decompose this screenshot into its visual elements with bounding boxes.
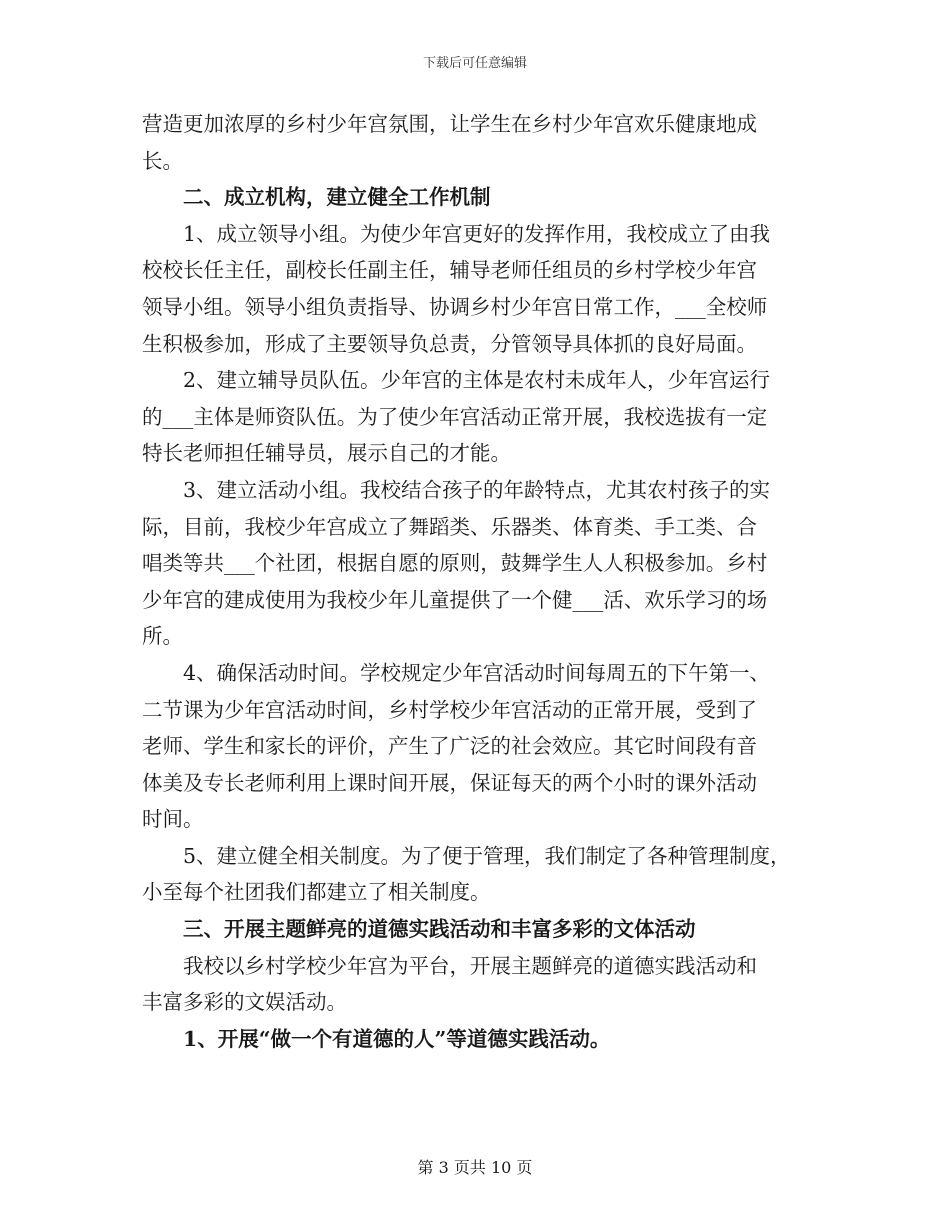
text-line: 所。 [142,624,183,649]
text-line: 小至每个社团我们都建立了相关制度。 [142,880,491,905]
subsection-heading: 1、开展“做一个有道德的人”等道德实践活动。 [183,1026,611,1051]
text-line: 时间。 [142,807,204,832]
text-line: 特长老师担任辅导员，展示自己的才能。 [142,441,511,466]
text-line: 我校以乡村学校少年宫为平台，开展主题鲜亮的道德实践活动和 [183,953,757,978]
text-line: 营造更加浓厚的乡村少年宫氛围，让学生在乡村少年宫欢乐健康地成 [142,112,757,136]
section-heading: 二、成立机构，建立健全工作机制 [183,185,491,210]
text-line: 5、建立健全相关制度。为了便于管理，我们制定了各种管理制度， [183,843,791,868]
text-line: 唱类等共___个社团，根据自愿的原则，鼓舞学生人人积极参加。乡村 [142,551,768,576]
text-line: 校校长任主任，副校长任副主任，辅导老师任组员的乡村学校少年宫 [142,258,757,283]
text-line: 丰富多彩的文娱活动。 [142,990,347,1015]
text-line: 4、确保活动时间。学校规定少年宫活动时间每周五的下午第一、 [183,660,771,685]
text-line: 少年宫的建成使用为我校少年儿童提供了一个健___活、欢乐学习的场 [142,587,768,612]
text-line: 二节课为少年宫活动时间，乡村学校少年宫活动的正常开展，受到了 [142,697,757,722]
text-line: 际，目前，我校少年宫成立了舞蹈类、乐器类、体育类、手工类、合 [142,514,757,539]
text-line: 2、建立辅导员队伍。少年宫的主体是农村未成年人，少年宫运行 [183,368,771,393]
text-line: 的___主体是师资队伍。为了使少年宫活动正常开展，我校选拔有一定 [142,404,768,429]
text-line: 1、成立领导小组。为使少年宫更好的发挥作用，我校成立了由我 [183,221,771,246]
text-line: 3、建立活动小组。我校结合孩子的年龄特点，尤其农村孩子的实 [183,477,771,502]
document-body [142,106,822,1057]
page-number-footer: 第 3 页共 10 页 [417,1158,533,1177]
text-line: 体美及专长老师利用上课时间开展，保证每天的两个小时的课外活动 [142,770,757,795]
text-line: 长。 [142,148,183,173]
text-line: 领导小组。领导小组负责指导、协调乡村少年宫日常工作，___全校师 [142,294,768,319]
section-heading: 三、开展主题鲜亮的道德实践活动和丰富多彩的文体活动 [183,917,696,942]
page-header: 下载后可任意编辑 [422,56,527,71]
text-line: 老师、学生和家长的评价，产生了广泛的社会效应。其它时间段有音 [142,734,757,759]
text-line: 生积极参加，形成了主要领导负总责，分管领导具体抓的良好局面。 [142,331,757,356]
